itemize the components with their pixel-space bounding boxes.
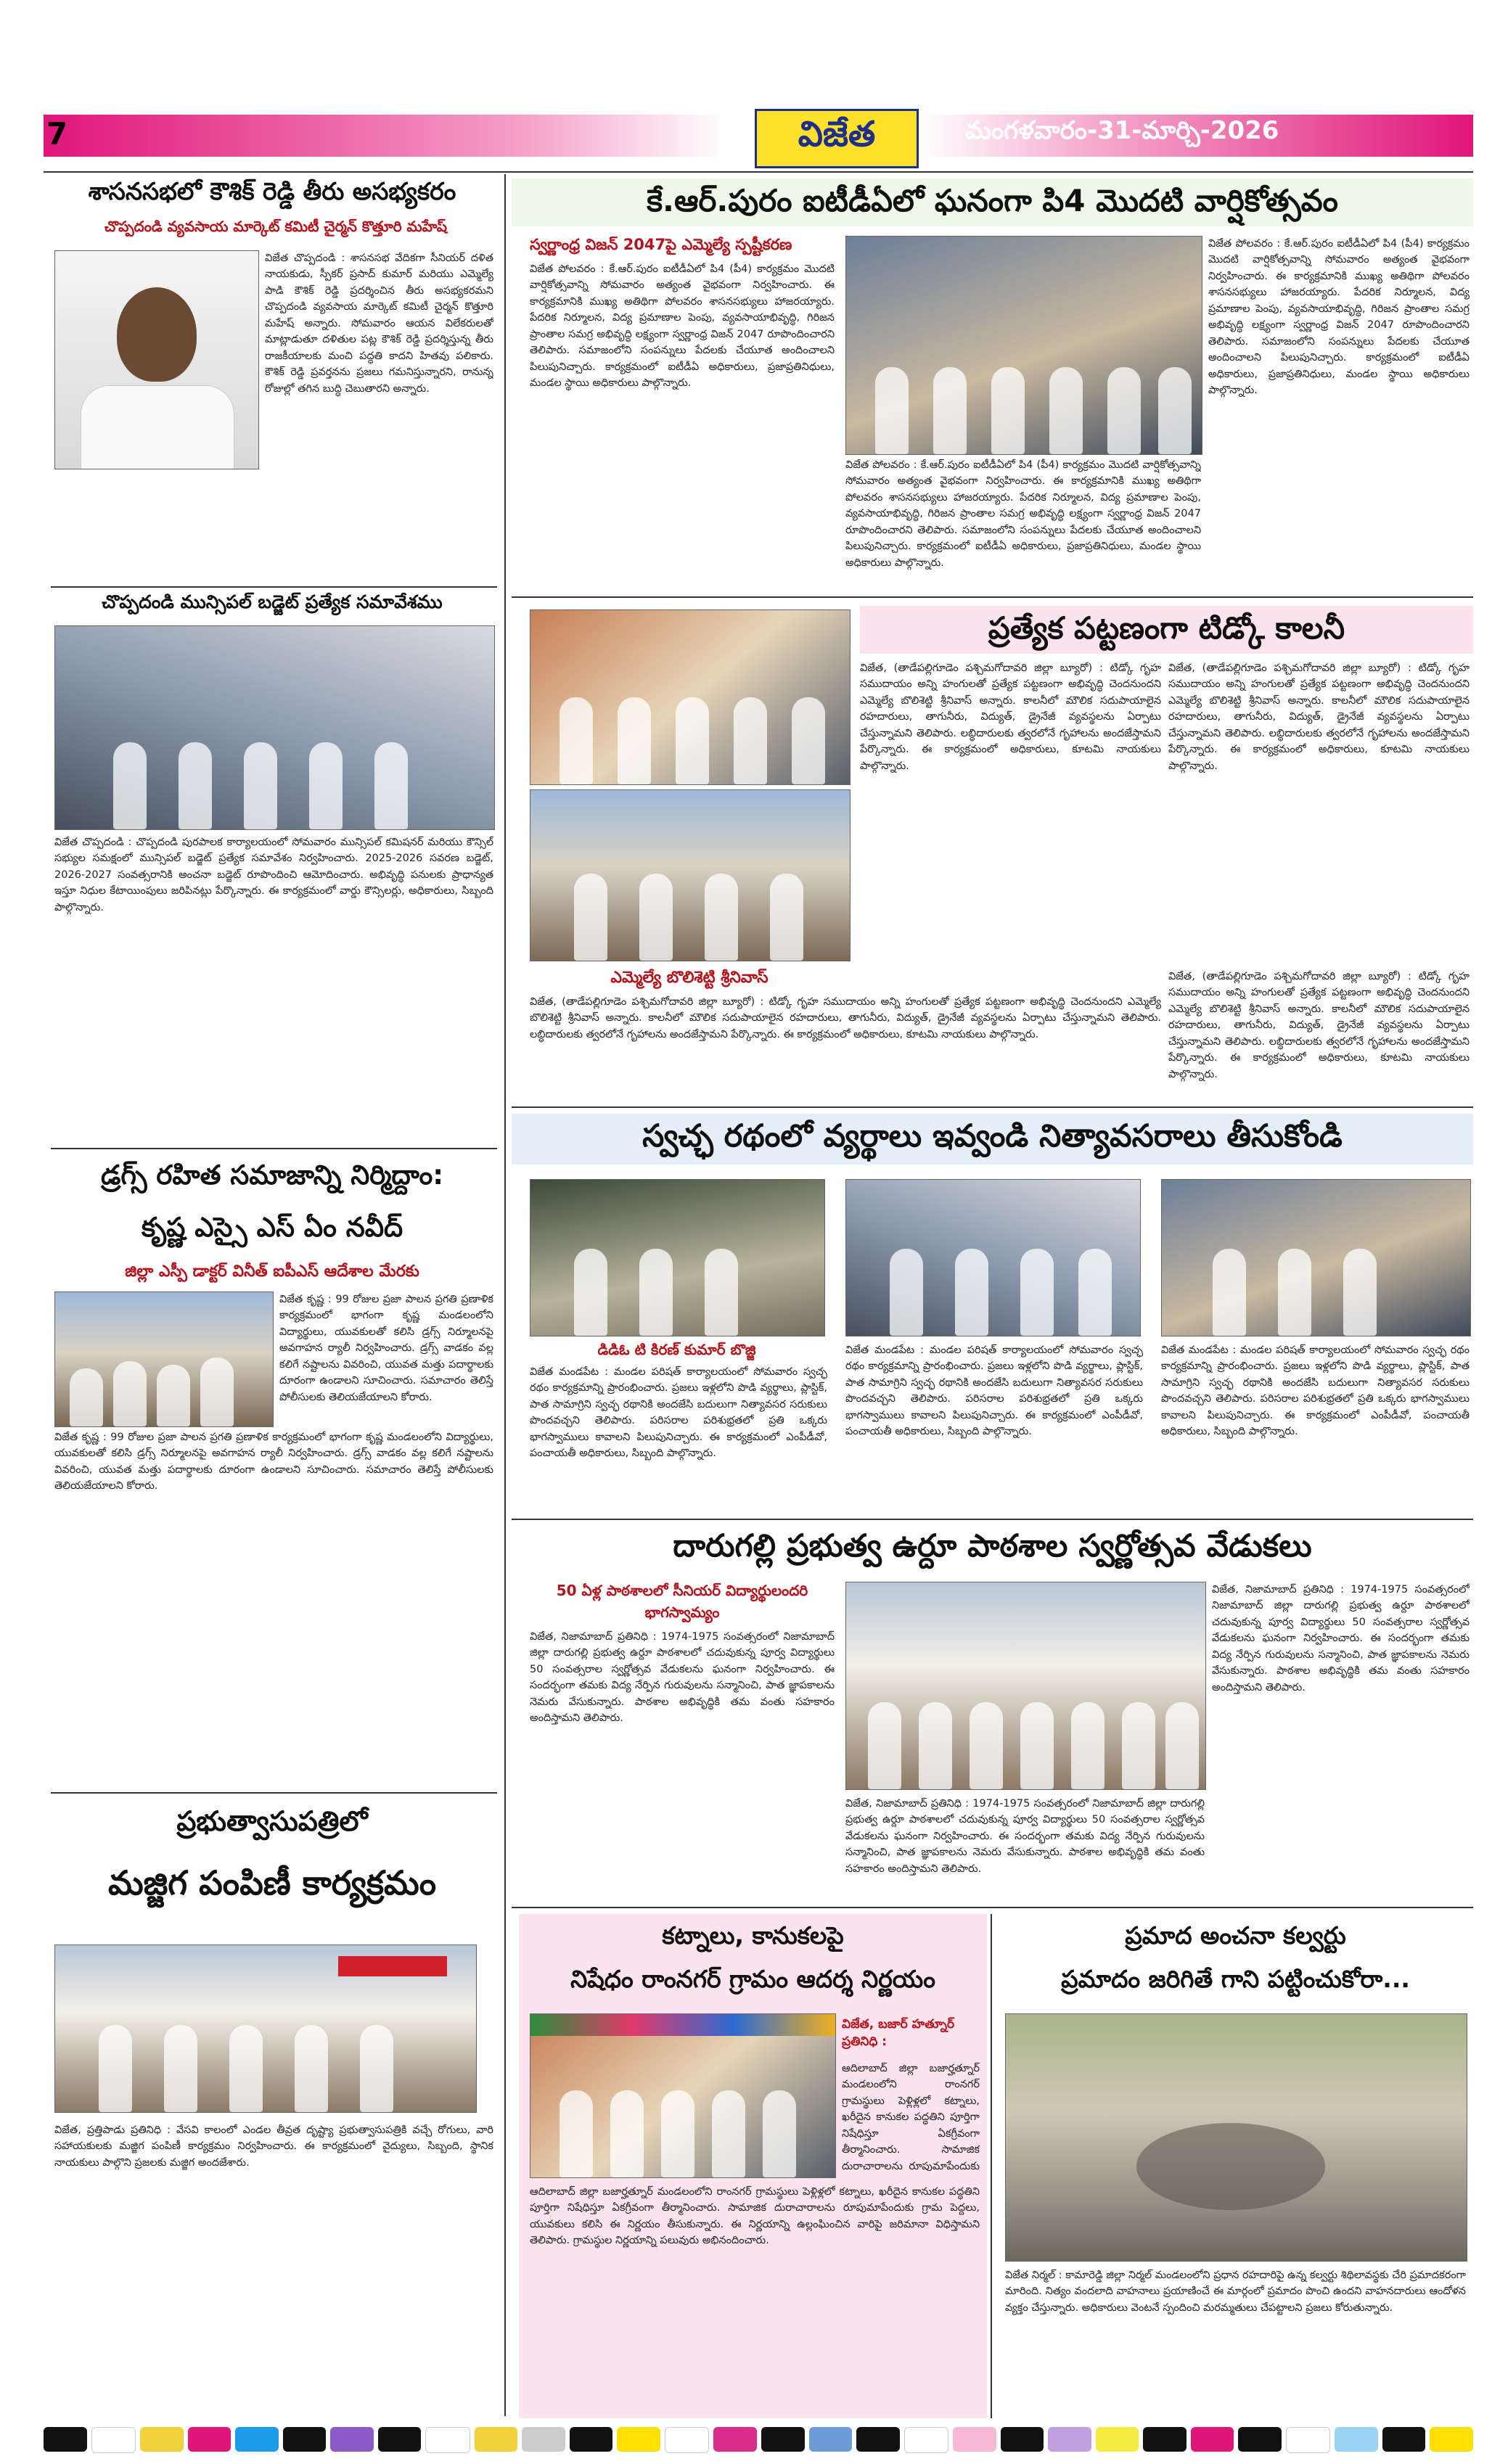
photo-swachh-3 bbox=[1161, 1179, 1471, 1336]
page-number: 7 bbox=[46, 116, 68, 152]
headline-tidco: ప్రత్యేక పట్టణంగా టిడ్కో కాలనీ bbox=[988, 610, 1345, 646]
body-tidco-cont: విజేత, (తాడేపల్లిగూడెం పశ్చిమగోదావరి జిల్లా బ్యూరో) : టిడ్కో గృహ సముదాయం అన్ని హంగులతో ప్రత్యేక పట్టణంగా అభివృద్ధి చెందనుందని ఎమ్మెల్యే బొలిశెట్టి శ్రీనివాస్ అన్నారు. కాలనీలో మౌలిక సదుపాయాలైన రహదారులు, తాగునీరు, విద్యుత్, డ్రైనేజీ వ్యవస్థలను ఏర్పాటు చేస్తున్నామని తెలిపారు. లబ్ధిదారులకు త్వరలోనే గృహాలను అందజేస్తామని పేర్కొన్నారు. ఈ కార్యక్రమంలో అధికారులు, కూటమి నాయకులు పాల్గొన్నారు. bbox=[1168, 662, 1470, 772]
headline-drugs-2: కృష్ణ ఎస్సై ఎస్ ఏం నవీద్ bbox=[141, 1212, 403, 1243]
color-swatch bbox=[809, 2427, 853, 2452]
masthead-logo: విజేత bbox=[755, 109, 919, 168]
rule bbox=[512, 596, 1473, 598]
color-swatch bbox=[44, 2427, 87, 2452]
body-buttermilk: విజేత, ప్రత్తిపాడు ప్రతినిధి : వేసవి కాలంలో ఎండల తీవ్రత దృష్ట్యా ప్రభుత్వాసుపత్రికి వచ్చే రోగులు, వారి సహాయకులకు మజ్జిగ పంపిణీ కార్యక్రమం నిర్వహించారు. ఈ కార్యక్రమంలో వైద్యులు, సిబ్బంది, స్థానిక నాయకులు పాల్గొని ప్రజలకు మజ్జిగ అందజేశారు. bbox=[54, 2124, 493, 2169]
subhead-kaushik: చొప్పదండి వ్యవసాయ మార్కెట్ కమిటీ చైర్మన్ కొత్తూరి మహేష్ bbox=[104, 218, 448, 235]
rule bbox=[512, 1106, 1473, 1108]
rule bbox=[512, 1519, 1473, 1520]
photo-swachh-1 bbox=[530, 1179, 825, 1336]
color-swatch bbox=[1096, 2427, 1139, 2452]
photo-culvert-road bbox=[1005, 2013, 1467, 2262]
headline-buttermilk: ప్రభుత్వాసుపత్రిలో bbox=[176, 1805, 368, 1837]
headline-kaushik: శాసనసభలో కౌశిక్ రెడ్డి తీరు అసభ్యకరం bbox=[88, 177, 456, 205]
photo-budget-meeting bbox=[54, 625, 495, 830]
color-swatch bbox=[235, 2427, 279, 2452]
photo-tidco-ceremony bbox=[530, 609, 851, 785]
color-swatch bbox=[953, 2427, 996, 2452]
color-swatch bbox=[330, 2427, 374, 2452]
body-urdu-cont: విజేత, నిజామాబాద్ ప్రతినిధి : 1974-1975 సంవత్సరంలో నిజామాబాద్ జిల్లా దారుగల్లి ప్రభుత్వ ఉర్దూ పాఠశాలలో చదువుకున్న పూర్వ విద్యార్థులు 50 సంవత్సరాల స్వర్ణోత్సవ వేడుకలను ఘనంగా నిర్వహించారు. ఈ సందర్భంగా తమకు విద్య నేర్పిన గురువులను సన్మానించి, పాత జ్ఞాపకాలను నెమరు వేసుకున్నారు. పాఠశాల అభివృద్ధికి తమ వంతు సహకారం అందిస్తామని తెలిపారు. bbox=[845, 1798, 1205, 1875]
photo-portrait bbox=[54, 250, 259, 469]
headline-katnalu: కట్నాలు, కానుకలపై bbox=[662, 1921, 844, 1950]
headline-drugs: డ్రగ్స్ రహిత సమాజాన్ని నిర్మిద్దాం: bbox=[100, 1159, 444, 1191]
color-swatch bbox=[91, 2427, 136, 2453]
color-swatch bbox=[1335, 2427, 1378, 2452]
color-swatch bbox=[570, 2427, 613, 2452]
subhead-krpuram: స్వర్ణాంధ్ర విజన్ 2047పై ఎమ్మెల్యే స్పష్టీకరణ bbox=[530, 236, 792, 253]
color-swatch bbox=[1238, 2427, 1282, 2452]
top-rule bbox=[44, 171, 1473, 173]
body-krpuram: విజేత పోలవరం : కే.ఆర్.పురం ఐటీడీఏలో పి4 (పీ4) కార్యక్రమం మొదటి వార్షికోత్సవాన్ని సోమవారం అత్యంత వైభవంగా నిర్వహించారు. ఈ కార్యక్రమానికి ముఖ్య అతిథిగా పోలవరం శాసనసభ్యులు హాజరయ్యారు. పేదరిక నిర్మూలన, విద్య ప్రమాణాల పెంపు, వ్యవసాయాభివృద్ధి, గిరిజన ప్రాంతాల సమగ్ర అభివృద్ధి లక్ష్యంగా స్వర్ణాంధ్ర విజన్ 2047 రూపొందించారని తెలిపారు. సమాజంలోని సంపన్నులు పేదలకు చేయూత అందించాలని పిలుపునిచ్చారు. కార్యక్రమంలో ఐటీడీఏ అధికారులు, ప్రజాప్రతినిధులు, మండల స్థాయి అధికారులు పాల్గొన్నారు. bbox=[530, 263, 835, 390]
color-swatch bbox=[904, 2427, 949, 2453]
body-katnalu: ఆదిలాబాద్ జిల్లా బజార్హత్నూర్ మండలంలోని రాంనగర్ గ్రామస్థులు పెళ్లిళ్లలో కట్నాలు, ఖరీదైన కానుకల పద్ధతిని పూర్తిగా నిషేధిస్తూ ఏకగ్రీవంగా తీర్మానించారు. సామాజిక దురాచారాలను రూపుమాపేందుకు bbox=[842, 2063, 980, 2172]
column-divider bbox=[991, 1914, 992, 2418]
color-swatch bbox=[1286, 2427, 1331, 2453]
body-urdu-right: విజేత, నిజామాబాద్ ప్రతినిధి : 1974-1975 సంవత్సరంలో నిజామాబాద్ జిల్లా దారుగల్లి ప్రభుత్వ ఉర్దూ పాఠశాలలో చదువుకున్న పూర్వ విద్యార్థులు 50 సంవత్సరాల స్వర్ణోత్సవ వేడుకలను ఘనంగా నిర్వహించారు. ఈ సందర్భంగా తమకు విద్య నేర్పిన గురువులను సన్మానించి, పాత జ్ఞాపకాలను నెమరు వేసుకున్నారు. పాఠశాల అభివృద్ధికి తమ వంతు సహకారం అందిస్తామని తెలిపారు. bbox=[1212, 1584, 1470, 1693]
headline-katnalu-2: నిషేధం రాంనగర్ గ్రామం ఆదర్శ నిర్ణయం bbox=[570, 1965, 935, 1993]
photo-swachh-2 bbox=[845, 1179, 1141, 1336]
color-swatch bbox=[283, 2427, 327, 2452]
headline-budget: చొప్పదండి మున్సిపల్ బడ్జెట్ ప్రత్యేక సమావేశము bbox=[102, 591, 443, 612]
body-swachh-cont: విజేత మండపేట : మండల పరిషత్ కార్యాలయంలో సోమవారం స్వచ్ఛ రథం కార్యక్రమాన్ని ప్రారంభించారు. ప్రజలు ఇళ్లలోని పొడి వ్యర్థాలు, ప్లాస్టిక్, పాత సామాగ్రిని స్వచ్ఛ రథానికి అందజేసి బదులుగా నిత్యావసర సరుకులు పొందవచ్చని తెలిపారు. పరిసరాల పరిశుభ్రతలో ప్రతి ఒక్కరు భాగస్వాములు కావాలని పిలుపునిచ్చారు. ఈ కార్యక్రమంలో ఎంపీడీవో, పంచాయతీ అధికారులు, సిబ్బంది పాల్గొన్నారు. bbox=[845, 1344, 1143, 1438]
photo-krpuram-stage bbox=[845, 236, 1202, 455]
column-divider bbox=[504, 174, 506, 2416]
rule bbox=[512, 1907, 1473, 1908]
rule bbox=[51, 586, 497, 588]
headline-swachh: స్వచ్ఛ రథంలో వ్యర్థాలు ఇవ్వండి నిత్యావసరాలు తీసుకోండి bbox=[642, 1118, 1343, 1154]
subhead-drugs: జిల్లా ఎస్పీ డాక్టర్ వినీత్ ఐపీఎస్ ఆదేశాల మేరకు bbox=[125, 1262, 419, 1281]
color-swatch bbox=[1191, 2427, 1234, 2452]
color-swatch bbox=[522, 2427, 565, 2452]
color-swatch bbox=[425, 2427, 470, 2453]
body-culvert: విజేత నిర్మల్ : కామారెడ్డి జిల్లా నిర్మల్ మండలంలోని ప్రధాన రహదారిపై ఉన్న కల్వర్టు శిథిలావస్థకు చేరి ప్రమాదకరంగా మారింది. నిత్యం వందలాది వాహనాలు ప్రయాణించే ఈ మార్గంలో ప్రమాదం పొంచి ఉందని వాహనదారులు ఆందోళన వ్యక్తం చేస్తున్నారు. అధికారులు వెంటనే స్పందించి మరమ్మతులు చేపట్టాలని ప్రజలు కోరుతున్నారు. bbox=[1005, 2270, 1466, 2314]
color-swatch bbox=[188, 2427, 231, 2452]
issue-date: మంగళవారం-31-మార్చి-2026 bbox=[965, 116, 1279, 145]
body-urdu: విజేత, నిజామాబాద్ ప్రతినిధి : 1974-1975 సంవత్సరంలో నిజామాబాద్ జిల్లా దారుగల్లి ప్రభుత్వ ఉర్దూ పాఠశాలలో చదువుకున్న పూర్వ విద్యార్థులు 50 సంవత్సరాల స్వర్ణోత్సవ వేడుకలను ఘనంగా నిర్వహించారు. ఈ సందర్భంగా తమకు విద్య నేర్పిన గురువులను సన్మానించి, పాత జ్ఞాపకాలను నెమరు వేసుకున్నారు. పాఠశాల అభివృద్ధికి తమ వంతు సహకారం అందిస్తామని తెలిపారు. bbox=[530, 1631, 835, 1725]
headline-culvert: ప్రమాద అంచనా కల్వర్టు bbox=[1125, 1921, 1346, 1950]
color-swatch bbox=[1382, 2427, 1426, 2452]
byline-katnalu: విజేత, బజార్ హత్నూర్ ప్రతినిధి : bbox=[842, 2017, 955, 2049]
body-budget: విజేత చొప్పదండి : చొప్పదండి పురపాలక కార్యాలయంలో సోమవారం మున్సిపల్ కమిషనర్ మరియు కౌన్సిల్ సభ్యుల సమక్షంలో మున్సిపల్ బడ్జెట్ ప్రత్యేక సమావేశం నిర్వహించారు. 2025-2026 సవరణ బడ్జెట్, 2026-2027 సంవత్సరానికి అంచనా బడ్జెట్ రూపొందించి ఆమోదించారు. అభివృద్ధి పనులకు ప్రాధాన్యత ఇస్తూ నిధుల కేటాయింపులు జరిపినట్లు పేర్కొన్నారు. ఈ కార్యక్రమంలో వార్డు కౌన్సిలర్లు, అధికారులు, సిబ్బంది పాల్గొన్నారు. bbox=[54, 837, 493, 913]
body-kaushik: విజేత చొప్పదండి : శాసనసభ వేదికగా సీనియర్ దళిత నాయకుడు, స్పీకర్ ప్రసాద్ కుమార్ మరియు ఎమ్మెల్యే పాడి కౌశిక్ రెడ్డి ప్రదర్శించిన తీరు అసభ్యకరమని చొప్పదండి వ్యవసాయ మార్కెట్ కమిటీ చైర్మన్ కొత్తూరి మహేష్ అన్నారు. సోమవారం ఆయన విలేకరులతో మాట్లాడుతూ దళితుల పట్ల కౌశిక్ రెడ్డి ప్రదర్శిస్తున్న తీరు రాజకీయాలకు మంచి పద్ధతి కాదని హితవు పలికారు. కౌశిక్ రెడ్డి ప్రవర్తనను ప్రజలు గమనిస్తున్నారని, రానున్న రోజుల్లో తగిన బుద్ధి చెబుతారని అన్నారు. bbox=[265, 252, 493, 395]
photo-urdu-alumni bbox=[845, 1582, 1206, 1790]
body-tidco: విజేత, (తాడేపల్లిగూడెం పశ్చిమగోదావరి జిల్లా బ్యూరో) : టిడ్కో గృహ సముదాయం అన్ని హంగులతో ప్రత్యేక పట్టణంగా అభివృద్ధి చెందనుందని ఎమ్మెల్యే బొలిశెట్టి శ్రీనివాస్ అన్నారు. కాలనీలో మౌలిక సదుపాయాలైన రహదారులు, తాగునీరు, విద్యుత్, డ్రైనేజీ వ్యవస్థలను ఏర్పాటు చేస్తున్నామని తెలిపారు. లబ్ధిదారులకు త్వరలోనే గృహాలను అందజేస్తామని పేర్కొన్నారు. ఈ కార్యక్రమంలో అధికారులు, కూటమి నాయకులు పాల్గొన్నారు. bbox=[860, 662, 1161, 772]
color-swatch bbox=[761, 2427, 805, 2452]
body-krpuram-right: విజేత పోలవరం : కే.ఆర్.పురం ఐటీడీఏలో పి4 (పీ4) కార్యక్రమం మొదటి వార్షికోత్సవాన్ని సోమవారం అత్యంత వైభవంగా నిర్వహించారు. ఈ కార్యక్రమానికి ముఖ్య అతిథిగా పోలవరం శాసనసభ్యులు హాజరయ్యారు. పేదరిక నిర్మూలన, విద్య ప్రమాణాల పెంపు, వ్యవసాయాభివృద్ధి, గిరిజన ప్రాంతాల సమగ్ర అభివృద్ధి లక్ష్యంగా స్వర్ణాంధ్ర విజన్ 2047 రూపొందించారని తెలిపారు. సమాజంలోని సంపన్నులు పేదలకు చేయూత అందించాలని పిలుపునిచ్చారు. కార్యక్రమంలో ఐటీడీఏ అధికారులు, ప్రజాప్రతినిధులు, మండల స్థాయి అధికారులు పాల్గొన్నారు. bbox=[1208, 238, 1470, 397]
color-swatch bbox=[617, 2427, 660, 2452]
photo-tidco-group bbox=[530, 789, 851, 961]
headline-urdu: దారుగల్లి ప్రభుత్వ ఉర్దూ పాఠశాల స్వర్ణోత్సవ వేడుకలు bbox=[673, 1528, 1312, 1564]
color-swatch bbox=[1430, 2427, 1473, 2452]
body-tidco-bottom: విజేత, (తాడేపల్లిగూడెం పశ్చిమగోదావరి జిల్లా బ్యూరో) : టిడ్కో గృహ సముదాయం అన్ని హంగులతో ప్రత్యేక పట్టణంగా అభివృద్ధి చెందనుందని ఎమ్మెల్యే బొలిశెట్టి శ్రీనివాస్ అన్నారు. కాలనీలో మౌలిక సదుపాయాలైన రహదారులు, తాగునీరు, విద్యుత్, డ్రైనేజీ వ్యవస్థలను ఏర్పాటు చేస్తున్నామని తెలిపారు. లబ్ధిదారులకు త్వరలోనే గృహాలను అందజేస్తామని పేర్కొన్నారు. ఈ కార్యక్రమంలో అధికారులు, కూటమి నాయకులు పాల్గొన్నారు. bbox=[530, 996, 1161, 1040]
body-drugs: విజేత కృష్ణ : 99 రోజుల ప్రజా పాలన ప్రగతి ప్రణాళిక కార్యక్రమంలో భాగంగా కృష్ణ మండలంలోని విద్యార్థులు, యువకులతో కలిసి డ్రగ్స్ నిర్మూలనపై అవగాహన ర్యాలీ నిర్వహించారు. డ్రగ్స్ వాడకం వల్ల కలిగే నష్టాలను వివరించి, యువత మత్తు పదార్థాలకు దూరంగా ఉండాలని సూచించారు. సమాచారం తెలిస్తే పోలీసులకు తెలియజేయాలని కోరారు. bbox=[279, 1294, 493, 1403]
subhead-urdu-2: భాగస్వామ్యం bbox=[644, 1603, 720, 1621]
color-swatch bbox=[378, 2427, 422, 2452]
headline-krpuram: కే.ఆర్.పురం ఐటీడీఏలో ఘనంగా పి4 మొదటి వార్షికోత్సవం bbox=[647, 183, 1338, 218]
rule bbox=[51, 1148, 497, 1149]
headline-culvert-2: ప్రమాదం జరిగితే గాని పట్టించుకోరా... bbox=[1061, 1965, 1410, 1993]
color-swatch bbox=[856, 2427, 900, 2452]
color-swatch bbox=[475, 2427, 518, 2452]
color-swatch bbox=[1001, 2427, 1044, 2452]
rule bbox=[51, 1792, 497, 1794]
caption-swachh: డిడిఓ టి కిరణ్ కుమార్ బొజ్జి bbox=[597, 1341, 756, 1358]
body-tidco-bottom-right: విజేత, (తాడేపల్లిగూడెం పశ్చిమగోదావరి జిల్లా బ్యూరో) : టిడ్కో గృహ సముదాయం అన్ని హంగులతో ప్రత్యేక పట్టణంగా అభివృద్ధి చెందనుందని ఎమ్మెల్యే బొలిశెట్టి శ్రీనివాస్ అన్నారు. కాలనీలో మౌలిక సదుపాయాలైన రహదారులు, తాగునీరు, విద్యుత్, డ్రైనేజీ వ్యవస్థలను ఏర్పాటు చేస్తున్నామని తెలిపారు. లబ్ధిదారులకు త్వరలోనే గృహాలను అందజేస్తామని పేర్కొన్నారు. ఈ కార్యక్రమంలో అధికారులు, కూటమి నాయకులు పాల్గొన్నారు. bbox=[1168, 971, 1470, 1080]
photo-drugs-rally bbox=[54, 1291, 274, 1427]
header-bar-left bbox=[44, 115, 726, 157]
body-swachh: విజేత మండపేట : మండల పరిషత్ కార్యాలయంలో సోమవారం స్వచ్ఛ రథం కార్యక్రమాన్ని ప్రారంభించారు. ప్రజలు ఇళ్లలోని పొడి వ్యర్థాలు, ప్లాస్టిక్, పాత సామాగ్రిని స్వచ్ఛ రథానికి అందజేసి బదులుగా నిత్యావసర సరుకులు పొందవచ్చని తెలిపారు. పరిసరాల పరిశుభ్రతలో ప్రతి ఒక్కరు భాగస్వాములు కావాలని పిలుపునిచ్చారు. ఈ కార్యక్రమంలో ఎంపీడీవో, పంచాయతీ అధికారులు, సిబ్బంది పాల్గొన్నారు. bbox=[530, 1366, 827, 1460]
caption-tidco: ఎమ్మెల్యే బొలిశెట్టి శ్రీనివాస్ bbox=[610, 969, 769, 987]
subhead-urdu: 50 ఏళ్ల పాఠశాలలో సీనియర్ విద్యార్థులందరి bbox=[556, 1582, 808, 1599]
color-swatch bbox=[1143, 2427, 1187, 2452]
print-color-bar bbox=[44, 2427, 1473, 2452]
photo-katnalu-meeting bbox=[530, 2013, 836, 2178]
body-swachh-right: విజేత మండపేట : మండల పరిషత్ కార్యాలయంలో సోమవారం స్వచ్ఛ రథం కార్యక్రమాన్ని ప్రారంభించారు. ప్రజలు ఇళ్లలోని పొడి వ్యర్థాలు, ప్లాస్టిక్, పాత సామాగ్రిని స్వచ్ఛ రథానికి అందజేసి బదులుగా నిత్యావసర సరుకులు పొందవచ్చని తెలిపారు. పరిసరాల పరిశుభ్రతలో ప్రతి ఒక్కరు భాగస్వాములు కావాలని పిలుపునిచ్చారు. ఈ కార్యక్రమంలో ఎంపీడీవో, పంచాయతీ అధికారులు, సిబ్బంది పాల్గొన్నారు. bbox=[1161, 1344, 1470, 1438]
color-swatch bbox=[665, 2427, 710, 2453]
color-swatch bbox=[1048, 2427, 1091, 2452]
color-swatch bbox=[140, 2427, 184, 2452]
color-swatch bbox=[713, 2427, 757, 2452]
body-drugs-cont: విజేత కృష్ణ : 99 రోజుల ప్రజా పాలన ప్రగతి ప్రణాళిక కార్యక్రమంలో భాగంగా కృష్ణ మండలంలోని విద్యార్థులు, యువకులతో కలిసి డ్రగ్స్ నిర్మూలనపై అవగాహన ర్యాలీ నిర్వహించారు. డ్రగ్స్ వాడకం వల్ల కలిగే నష్టాలను వివరించి, యువత మత్తు పదార్థాలకు దూరంగా ఉండాలని సూచించారు. సమాచారం తెలిస్తే పోలీసులకు తెలియజేయాలని కోరారు. bbox=[54, 1432, 493, 1492]
photo-buttermilk bbox=[54, 1944, 477, 2113]
body-krpuram-cont: విజేత పోలవరం : కే.ఆర్.పురం ఐటీడీఏలో పి4 (పీ4) కార్యక్రమం మొదటి వార్షికోత్సవాన్ని సోమవారం అత్యంత వైభవంగా నిర్వహించారు. ఈ కార్యక్రమానికి ముఖ్య అతిథిగా పోలవరం శాసనసభ్యులు హాజరయ్యారు. పేదరిక నిర్మూలన, విద్య ప్రమాణాల పెంపు, వ్యవసాయాభివృద్ధి, గిరిజన ప్రాంతాల సమగ్ర అభివృద్ధి లక్ష్యంగా స్వర్ణాంధ్ర విజన్ 2047 రూపొందించారని తెలిపారు. సమాజంలోని సంపన్నులు పేదలకు చేయూత అందించాలని పిలుపునిచ్చారు. కార్యక్రమంలో ఐటీడీఏ అధికారులు, ప్రజాప్రతినిధులు, మండల స్థాయి అధికారులు పాల్గొన్నారు. bbox=[845, 459, 1201, 569]
headline-buttermilk-2: మజ్జిగ పంపిణీ కార్యక్రమం bbox=[107, 1863, 437, 1902]
body-katnalu-cont: ఆదిలాబాద్ జిల్లా బజార్హత్నూర్ మండలంలోని రాంనగర్ గ్రామస్థులు పెళ్లిళ్లలో కట్నాలు, ఖరీదైన కానుకల పద్ధతిని పూర్తిగా నిషేధిస్తూ ఏకగ్రీవంగా తీర్మానించారు. సామాజిక దురాచారాలను రూపుమాపేందుకు గ్రామ పెద్దలు, యువకులు కలిసి ఈ నిర్ణయం తీసుకున్నారు. ఈ నిర్ణయాన్ని ఉల్లంఘించిన వారిపై జరిమానా విధిస్తామని తెలిపారు. గ్రామస్థుల నిర్ణయాన్ని పలువురు అభినందించారు. bbox=[530, 2186, 980, 2247]
